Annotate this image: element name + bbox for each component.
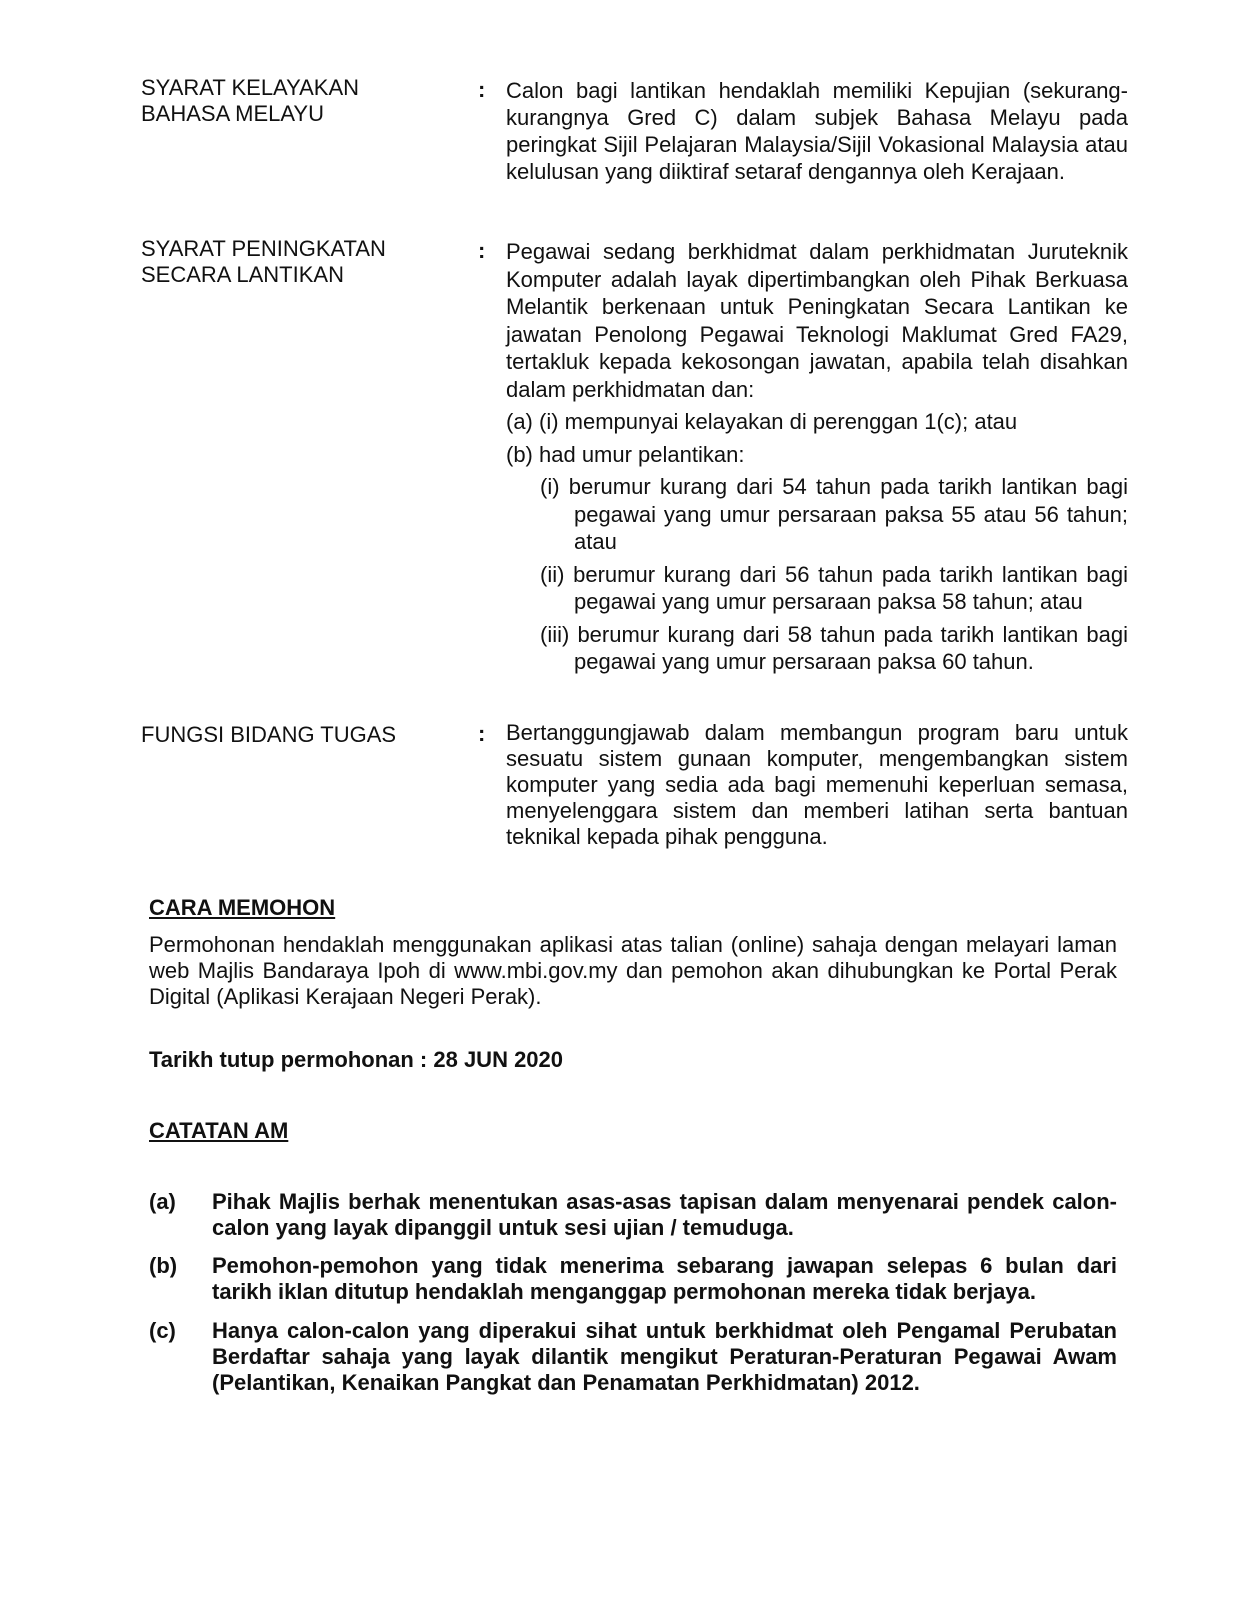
section-label-fungsi: FUNGSI BIDANG TUGAS (141, 722, 397, 747)
note-text: Pemohon-pemohon yang tidak menerima sebarang jawapan selepas 6 bulan dari tarikh iklan ditutup hendaklah menganggap permohonan mereka tidak berjaya. (212, 1253, 1117, 1304)
catatan-am-heading: CATATAN AM (149, 1118, 289, 1143)
note-text: Pihak Majlis berhak menentukan asas-asas tapisan dalam menyenarai pendek calon-calon yang layak dipanggil untuk sesi ujian / temuduga. (212, 1189, 1117, 1240)
note-label: (c) (149, 1318, 176, 1343)
section-body-bahasa-melayu (506, 77, 1128, 185)
sub-list-item: (ii) berumur kurang dari 56 tahun pada tarikh lantikan bagi pegawai yang umur persaraan paksa 58 tahun; atau (540, 561, 1128, 614)
section-colon: : (478, 721, 486, 746)
note-text: Hanya calon-calon yang diperakui sihat untuk berkhidmat oleh Pengamal Perubatan Berdaftar sahaja yang layak dilantik mengikut Peraturan-Peraturan Pegawai Awam (Pelantikan, Kenaikan Pangkat dan Penamatan Perkhidmatan) 2012. (212, 1318, 1117, 1395)
list-item-b: (b) had umur pelantikan: (506, 441, 745, 467)
section-label-bahasa-melayu: SYARAT KELAYAKAN BAHASA MELAYU (141, 75, 360, 126)
note-label: (a) (149, 1189, 176, 1214)
cara-memohon-heading: CARA MEMOHON (149, 895, 336, 920)
section-paragraph: Bertanggungjawab dalam membangun program baru untuk sesuatu sistem gunaan komputer, mengembangkan sistem komputer yang sedia ada bagi memenuhi keperluan semasa, menyelenggara sistem dan memberi latihan serta bantuan teknikal kepada pihak pengguna. (506, 720, 1128, 849)
cara-memohon-text: Permohonan hendaklah menggunakan aplikasi atas talian (online) sahaja dengan melayari laman web Majlis Bandaraya Ipoh di www.mbi.gov.my dan pemohon akan dihubungkan ke Portal Perak Digital (Aplikasi Kerajaan Negeri Perak). (149, 932, 1117, 1009)
list-item-a: (a) (i) mempunyai kelayakan di perenggan 1(c); atau (506, 409, 1018, 434)
closing-date: Tarikh tutup permohonan : 28 JUN 2020 (149, 1047, 564, 1072)
section-paragraph: Pegawai sedang berkhidmat dalam perkhidmatan Juruteknik Komputer adalah layak dipertimbangkan oleh Pihak Berkuasa Melantik berkenaan untuk Peningkatan Secara Lantikan ke jawatan Penolong Pegawai Teknologi Maklumat Gred FA29, tertakluk kepada kekosongan jawatan, apabila telah disahkan dalam perkhidmatan dan: (506, 239, 1128, 402)
section-colon: : (478, 77, 486, 102)
sub-list-item: (i) berumur kurang dari 54 tahun pada tarikh lantikan bagi pegawai yang umur persaraan paksa 55 atau 56 tahun; atau (540, 474, 1128, 554)
sub-list-item: (iii) berumur kurang dari 58 tahun pada tarikh lantikan bagi pegawai yang umur persaraan paksa 60 tahun. (540, 621, 1128, 674)
section-label-peningkatan: SYARAT PENINGKATAN SECARA LANTIKAN (141, 236, 386, 287)
note-label: (b) (149, 1253, 178, 1278)
section-body-fungsi (506, 720, 1128, 850)
section-colon: : (478, 238, 486, 263)
section-body-peningkatan (506, 238, 1128, 676)
section-paragraph: Calon bagi lantikan hendaklah memiliki Kepujian (sekurang-kurangnya Gred C) dalam subjek Bahasa Melayu pada peringkat Sijil Pelajaran Malaysia/Sijil Vokasional Malaysia atau kelulusan yang diiktiraf setaraf dengannya oleh Kerajaan. (506, 78, 1128, 184)
